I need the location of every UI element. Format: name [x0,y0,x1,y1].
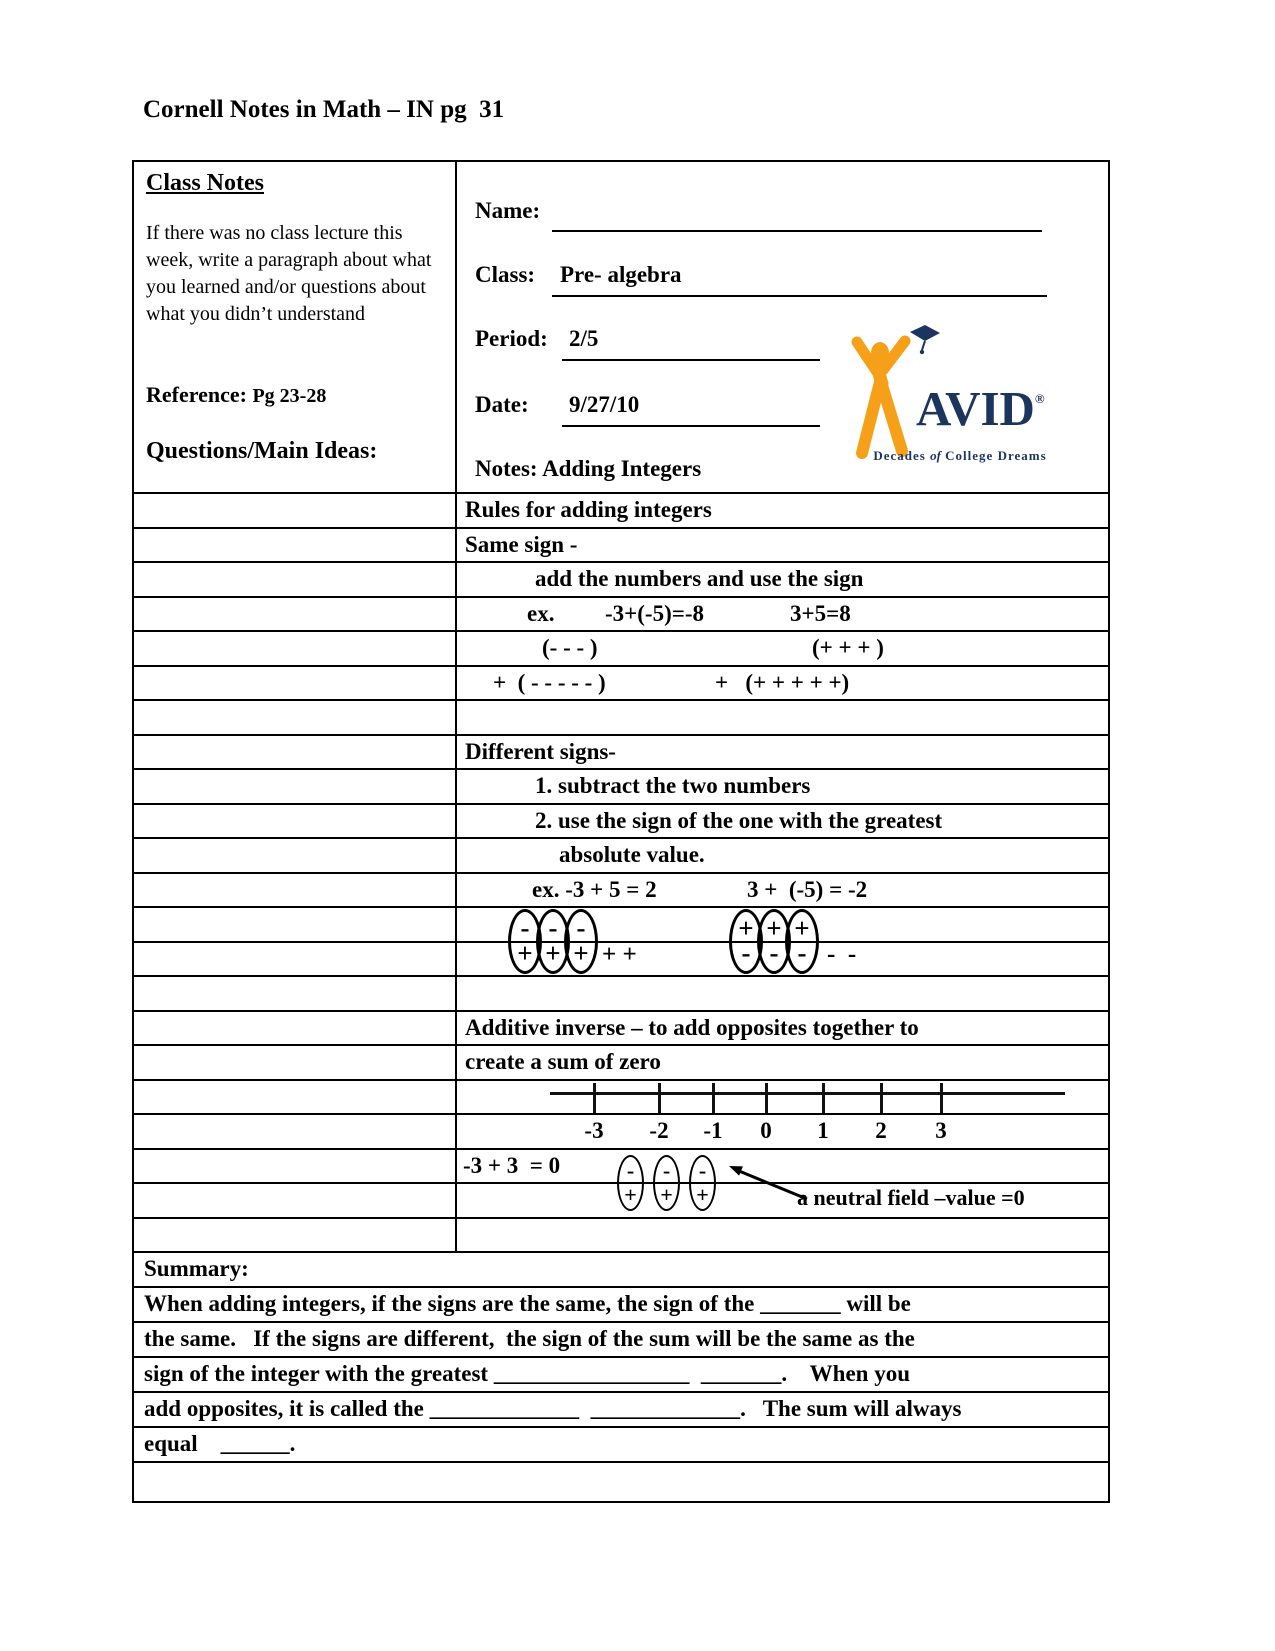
zero-pair-oval: - + [689,1155,716,1211]
questions-column-cell [134,632,457,665]
same-sign-rule: add the numbers and use the sign [535,566,864,591]
zero-pair-oval: - + [653,1155,680,1211]
additive-inverse-line2: create a sum of zero [465,1049,661,1074]
number-line-label: -3 [584,1118,604,1143]
cornell-notes-sheet [132,160,1110,1503]
cancel-oval: - + [564,909,598,974]
period-value: 2/5 [569,326,599,351]
number-line-label: 0 [760,1118,772,1143]
reference-line [146,382,326,408]
example-label: ex. [527,600,555,626]
notes-row-empty [134,977,1108,1012]
summary-line: When adding integers, if the signs are the same, the sign of the _______ will be [134,1288,1108,1323]
zero-sum-diagram [459,1150,1112,1219]
questions-column-cell [134,1150,457,1183]
avid-logo [850,322,1074,468]
number-line-label: -1 [703,1118,723,1143]
different-example-negative: ex. -3 + 5 = 2 [532,876,657,902]
notes-row [134,529,1108,564]
number-line-axis [550,1092,1065,1096]
rules-heading: Rules for adding integers [465,497,712,522]
questions-column-cell [134,1115,457,1148]
questions-column-cell [134,494,457,527]
questions-column-cell [134,736,457,769]
additive-inverse-line1: Additive inverse – to add opposites together to [465,1014,919,1040]
notes-row [134,736,1108,771]
number-line-label: 3 [935,1118,947,1143]
questions-column-cell [134,908,457,941]
leftover-negatives: - - [827,941,857,968]
date-label: Date: [475,392,529,417]
registered-mark: ® [1034,391,1045,406]
number-line-tick [658,1083,661,1113]
different-rule-2b: absolute value. [559,842,705,867]
questions-column-cell [134,1081,457,1114]
date-blank [562,393,820,427]
number-line-tick [880,1083,883,1113]
cancel-oval: - + [536,909,570,974]
questions-column-cell [134,563,457,596]
name-blank [552,198,1042,232]
questions-column-cell [134,529,457,562]
reference-label: Reference: [146,382,247,407]
questions-main-ideas-heading: Questions/Main Ideas: [146,438,378,464]
zero-sum-equation: -3 + 3 = 0 [463,1152,561,1178]
different-example-positive: 3 + (-5) = -2 [747,876,868,902]
questions-column-cell [134,598,457,631]
notes-row [134,563,1108,598]
questions-column-cell [134,770,457,803]
questions-column-cell [134,1012,457,1045]
notes-title: Notes: Adding Integers [475,456,702,481]
number-line-label: 2 [875,1118,887,1143]
number-line-label: 1 [817,1118,829,1143]
class-value: Pre- algebra [560,262,682,287]
number-line-tick [940,1083,943,1113]
neutral-field-note: a neutral field –value =0 [797,1184,1025,1210]
cancel-oval: + - [729,909,763,974]
notes-row [134,494,1108,529]
notes-row [134,632,1108,667]
questions-column-cell [134,874,457,907]
questions-column-cell [134,943,457,976]
negative-group-small: (- - - ) [542,635,598,660]
class-notes-instructions: If there was no class lecture this week, write a paragraph about what you learned and/or questions about what you didn’t understand [146,222,432,325]
notes-row-empty [134,1219,1108,1254]
class-notes-cell [134,162,457,492]
different-rule-1: 1. subtract the two numbers [535,773,811,798]
number-line-tick [822,1083,825,1113]
summary-line: equal ______. [134,1428,1108,1463]
leftover-positives: + + [602,941,637,968]
summary-section [134,1253,1108,1501]
header-section [134,162,1108,494]
questions-column-cell [134,1046,457,1079]
positive-group-large: + (+ + + + +) [715,669,850,695]
different-signs-heading: Different signs- [465,738,616,764]
cancel-oval: + - [757,909,791,974]
notes-row [134,667,1108,702]
notes-row [134,598,1108,633]
summary-heading: Summary: [134,1253,1108,1288]
avid-tagline: Decades of College Dreams [873,448,1047,463]
questions-column-cell [134,701,457,734]
questions-column-cell [134,839,457,872]
notes-rows [134,494,1108,1253]
questions-column-cell [134,977,457,1010]
number-line-tick [712,1083,715,1113]
same-sign-heading: Same sign - [465,531,578,557]
page-title: Cornell Notes in Math – IN pg 31 [143,96,505,123]
student-info-cell [457,162,1108,492]
number-line-row [134,1081,1108,1116]
cancel-oval: - + [508,909,542,974]
different-rule-2a: 2. use the sign of the one with the greatest [535,807,943,833]
questions-column-cell [134,1219,457,1252]
class-notes-heading: Class Notes [146,170,264,196]
name-label: Name: [475,198,541,223]
reference-value: Pg 23-28 [252,385,327,407]
notes-row [134,1012,1108,1047]
number-line-tick [593,1083,596,1113]
number-line-tick [765,1083,768,1113]
cancel-oval: + - [785,909,819,974]
period-blank [562,327,820,361]
class-label: Class: [475,262,536,287]
notes-row [134,874,1108,909]
summary-line: add opposites, it is called the _____________ _____________. The sum will always [134,1393,1108,1428]
notes-row [134,839,1108,874]
date-value: 9/27/10 [569,392,640,417]
number-line-label: -2 [649,1118,669,1143]
same-sign-example-negative: -3+(-5)=-8 [605,600,705,626]
questions-column-cell [134,805,457,838]
zero-pair-oval: - + [617,1155,644,1211]
summary-row-empty [134,1463,1108,1501]
positive-group-small: (+ + + ) [812,635,884,660]
cancel-pairs-diagram [459,908,1112,977]
graduation-cap-icon [910,325,940,354]
notes-row-empty [134,701,1108,736]
notes-row [134,1046,1108,1081]
avid-wordmark: AVID® [916,381,1045,436]
number-line [457,1081,1108,1114]
summary-line: sign of the integer with the greatest _________________ _______. When you [134,1358,1108,1393]
period-label: Period: [475,326,548,351]
questions-column-cell [134,1184,457,1217]
class-blank [552,263,1047,297]
same-sign-example-positive: 3+5=8 [790,600,851,626]
notes-row [134,805,1108,840]
negative-group-large: + ( - - - - - ) [493,669,606,695]
questions-column-cell [134,667,457,700]
number-line-labels-row [134,1115,1108,1150]
notes-row [134,770,1108,805]
summary-line: the same. If the signs are different, the sign of the sum will be the same as the [134,1323,1108,1358]
